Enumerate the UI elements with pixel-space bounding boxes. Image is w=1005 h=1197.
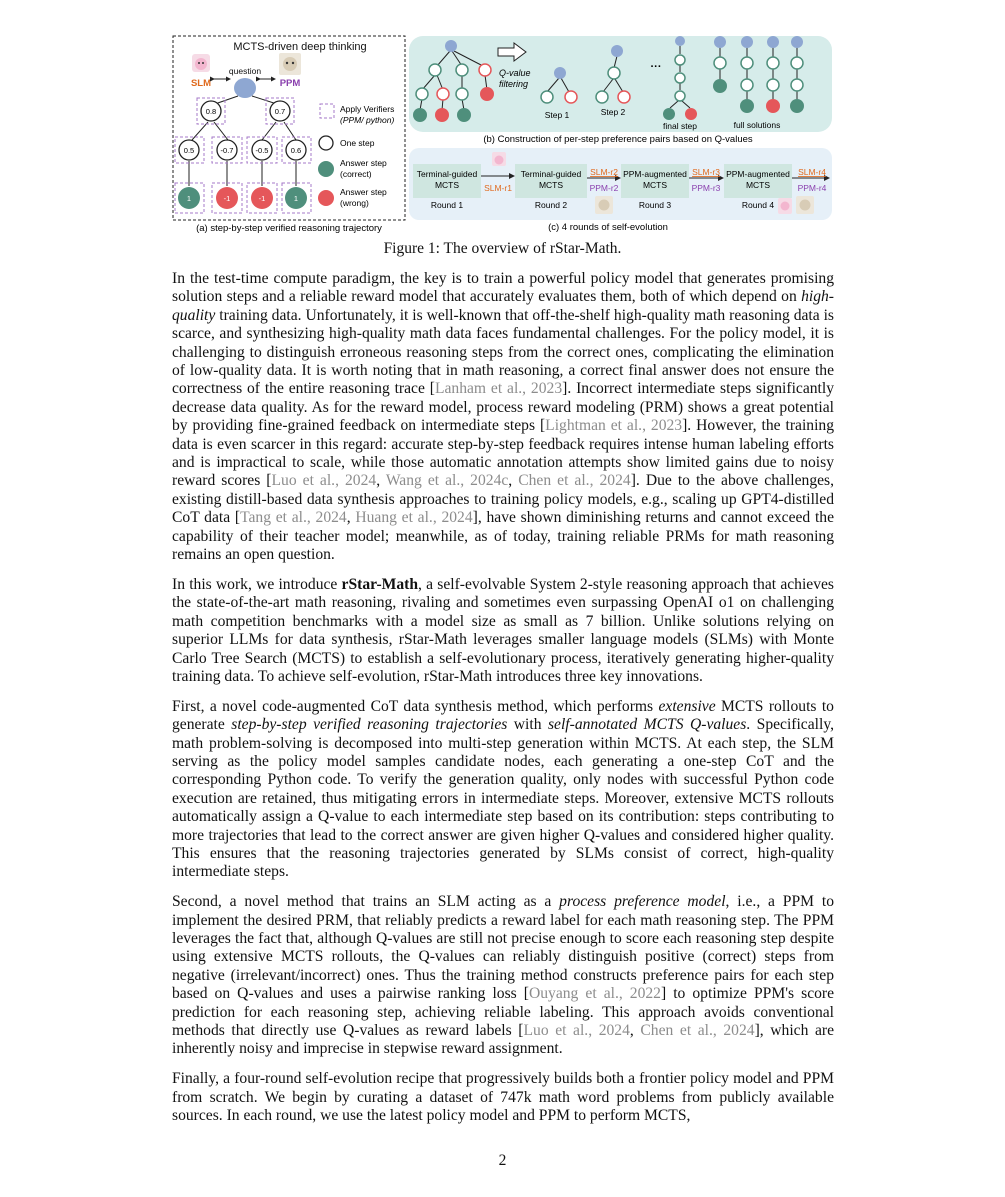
q-value: -0.5 (255, 146, 269, 155)
legend-answer-correct-sub: (correct) (340, 169, 372, 179)
slm-mascot-icon (192, 54, 210, 72)
panel-c-caption: (c) 4 rounds of self-evolution (548, 222, 668, 233)
slm-r1-label: SLM-r1 (484, 183, 512, 193)
paragraph: Second, a novel method that trains an SLM acting as a process preference model, i.e., a PPM to implement the desired PRM, that reliably predicts a reward label for each math reasoning step. The PPM leverages the fact that, although Q-values are still not precise enough to score each reasoning step despite using extensive MCTS rollouts, the Q-values can reliably distinguish positive (correct) steps from negative (irrelevant/incorrect) ones. Thus the training method constructs preference pairs for each step based on Q-values and uses a pairwise ranking loss [Ouyang et al., 2022] to optimize PPM's score prediction for each reasoning step, achieving reliable labeling. This approach avoids conventional methods that directly use Q-values as reward labels [Luo et al., 2024, Chen et al., 2024], which are inherently noisy and imprecise in stepwise reward assignment. (172, 893, 835, 1058)
citation-link[interactable]: Chen et al., 2024 (518, 472, 631, 490)
question-label: question (228, 66, 262, 76)
panel-b-caption: (b) Construction of per-step preference pairs based on Q-values (483, 134, 753, 145)
citation-link[interactable]: Wang et al., 2024c (385, 472, 509, 490)
figure-svg (172, 34, 834, 240)
question-node (234, 78, 256, 98)
final-step-label: final step (662, 121, 698, 131)
round-1-name: Terminal-guided (416, 169, 478, 179)
ellipsis: ··· (650, 61, 662, 73)
ppm-label: PPM (279, 78, 301, 89)
leaf-nodes (175, 183, 311, 213)
round-4-label: Round 4 (741, 200, 775, 210)
slm-r3-label: SLM-r3 (692, 167, 720, 177)
legend-answer-wrong: Answer step (340, 187, 387, 197)
panel-a-title: MCTS-driven deep thinking (233, 41, 367, 53)
bold-term: rStar-Math (341, 575, 419, 593)
round-2-name-2: MCTS (538, 180, 564, 190)
round-3-name: PPM-augmented (623, 169, 687, 179)
q-value: 0.7 (274, 107, 286, 116)
legend-answer-correct: Answer step (340, 158, 387, 168)
slm-mascot-icon (778, 198, 792, 214)
slm-r4-label: SLM-r4 (798, 167, 826, 177)
paragraph: First, a novel code-augmented CoT data synthesis method, which performs extensive MCTS rollouts to generate step-by-step verified reasoning trajectories with self-annotated MCTS Q-values. Specifically, math problem-solving is decomposed into multi-step generation within MCTS. At each step, the SLM serving as the policy model samples candidate nodes, each generating a one-step CoT and the corresponding Python code. To verify the generation quality, only nodes with successful Python code execution are retained, thus mitigating errors in intermediate steps. Moreover, extensive MCTS rollouts automatically assign a Q-value to each intermediate step based on its contribution: steps contributing to more trajectories that lead to the correct answer are given higher Q-values and considered higher quality. This ensures that the reasoning trajectories generated by SLMs consist of correct, high-quality intermediate steps. (172, 697, 835, 881)
q-value: 0.5 (183, 146, 195, 155)
legend-apply-verifiers-detail: (PPM/ python) (340, 115, 395, 125)
step1-label: Step 1 (544, 110, 570, 120)
round-3-name-2: MCTS (642, 180, 668, 190)
ppm-mascot-icon (279, 53, 301, 75)
panel-b (409, 36, 832, 145)
citation-link[interactable]: Tang et al., 2024 (240, 509, 347, 527)
leaf-value: -1 (223, 194, 231, 203)
ppm-r4-label: PPM-r4 (797, 183, 827, 193)
round-4-name: PPM-augmented (726, 169, 790, 179)
emphasis: extensive (658, 697, 716, 715)
emphasis: high-quality (172, 288, 834, 324)
citation-link[interactable]: Chen et al., 2024 (640, 1022, 755, 1040)
leaf-value: 1 (186, 194, 192, 203)
ppm-mascot-icon (595, 196, 613, 214)
panel-a-legend (318, 104, 394, 208)
panel-c (409, 148, 832, 233)
slm-mascot-icon (492, 152, 506, 166)
emphasis: self-annotated MCTS Q-values (547, 716, 747, 734)
paragraph: In the test-time compute paradigm, the key is to train a powerful policy model that generates promising solution steps and a reliable reward model that accurately evaluates them, both of which depend on high-quality training data. Unfortunately, it is well-known that off-the-shelf high-quality math reasoning data is scarce, and synthesizing high-quality math data faces fundamental challenges. For the policy model, it is challenging to distinguish erroneous reasoning steps from the correct ones, complicating the elimination of low-quality data. It is worth noting that in math reasoning, a correct final answer does not ensure the correctness of the entire reasoning trace [Lanham et al., 2023]. Incorrect intermediate steps significantly decrease data quality. As for the reward model, process reward modeling (PRM) shows a great potential by providing fine-grained feedback on intermediate steps [Lightman et al., 2023]. However, the training data is even scarcer in this regard: accurate step-by-step feedback requires intense human labeling efforts and is impractical to scale, while those automatic annotation attempts show limited gains due to noisy reward scores [Luo et al., 2024, Wang et al., 2024c, Chen et al., 2024]. Due to the above challenges, existing distill-based data synthesis approaches to training policy models, e.g., scaling up GPT4-distilled CoT data [Tang et al., 2024, Huang et al., 2024], have shown diminishing returns and cannot exceed the capability of their teacher model; meanwhile, as of today, training reliable PRMs for math reasoning remains an open question. (172, 270, 835, 564)
paragraph: In this work, we introduce rStar-Math, a self-evolvable System 2-style reasoning approach that achieves the state-of-the-art math reasoning, rivaling and sometimes even surpassing OpenAI o1 on challenging math competition benchmarks with a model size as small as 7 billion. Unlike solutions relying on superior LLMs for data synthesis, rStar-Math leverages smaller language models (SLMs) with Monte Carlo Tree Search (MCTS) to establish a self-evolutionary process, iteratively generating higher-quality training data. To achieve self-evolution, rStar-Math introduces three key innovations. (172, 575, 834, 685)
full-solutions-label: full solutions (733, 120, 781, 130)
round-2-name: Terminal-guided (520, 169, 582, 179)
q-value-filtering-label: Q-value (499, 68, 531, 78)
ppm-mascot-icon (796, 196, 814, 214)
round-4-name-2: MCTS (745, 180, 771, 190)
level2-nodes (175, 137, 311, 163)
ppm-r3-label: PPM-r3 (691, 183, 721, 193)
figure-1 (172, 34, 834, 240)
citation-link[interactable]: Luo et al., 2024 (271, 472, 377, 490)
q-value: 0.8 (205, 107, 217, 116)
citation-link[interactable]: Huang et al., 2024 (355, 509, 473, 527)
slm-label: SLM (190, 78, 212, 89)
panel-a (173, 36, 405, 234)
citation-link[interactable]: Luo et al., 2024 (523, 1022, 630, 1040)
leaf-value: -1 (258, 194, 266, 203)
level1-nodes (197, 98, 294, 124)
q-value: -0.7 (220, 146, 234, 155)
step2-label: Step 2 (600, 107, 626, 117)
round-3-label: Round 3 (638, 200, 672, 210)
paragraph: Finally, a four-round self-evolution recipe that progressively builds both a frontier policy model and PPM from scratch. We begin by curating a dataset of 747k math word problems from publicly available sources. In each round, we use the latest policy model and PPM to perform MCTS, (172, 1070, 834, 1125)
legend-one-step: One step (340, 138, 375, 148)
round-1-name-2: MCTS (434, 180, 460, 190)
legend-answer-wrong-sub: (wrong) (340, 198, 369, 208)
citation-link[interactable]: Lightman et al., 2023 (545, 417, 683, 435)
legend-apply-verifiers: Apply Verifiers (340, 104, 395, 114)
figure-caption: Figure 1: The overview of rStar-Math. (383, 240, 622, 257)
leaf-value: 1 (293, 194, 299, 203)
emphasis: process preference model (559, 893, 726, 911)
body-text (172, 270, 834, 1137)
citation-link[interactable]: Lanham et al., 2023 (434, 380, 563, 398)
page-number: 2 (498, 1152, 507, 1169)
q-value: 0.6 (290, 146, 302, 155)
ppm-r2-label: PPM-r2 (589, 183, 619, 193)
citation-link[interactable]: Ouyang et al., 2022 (528, 985, 661, 1003)
round-2-label: Round 2 (534, 200, 568, 210)
panel-a-caption: (a) step-by-step verified reasoning trajectory (196, 223, 382, 234)
emphasis: step-by-step verified reasoning trajectories (231, 716, 508, 734)
slm-r2-label: SLM-r2 (590, 167, 618, 177)
q-value-filtering-label-2: filtering (499, 79, 529, 89)
round-1-label: Round 1 (430, 200, 464, 210)
